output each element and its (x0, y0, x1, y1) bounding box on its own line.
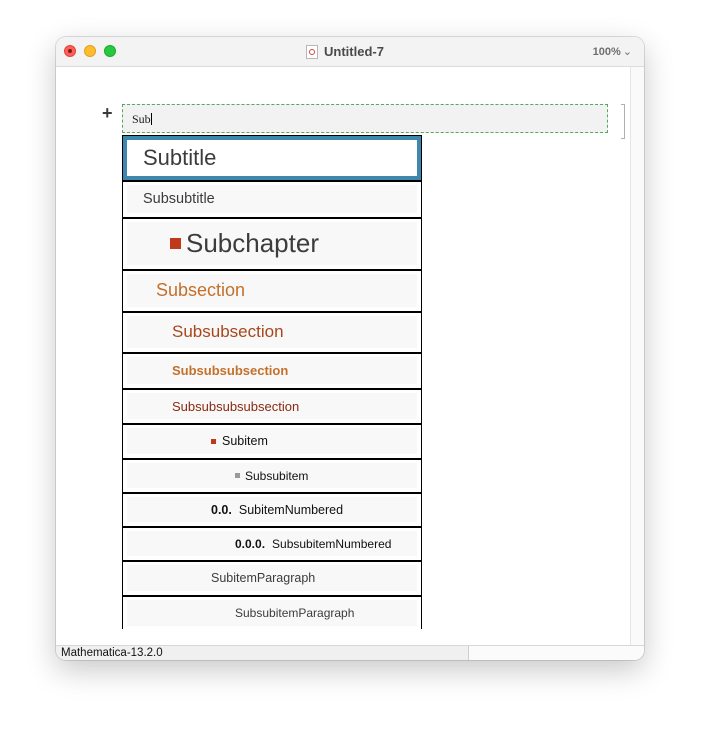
minimize-window-button[interactable] (84, 45, 96, 57)
style-option-label: SubsubitemNumbered (272, 536, 392, 551)
style-option-subsubsection[interactable] (123, 313, 421, 354)
style-option-label: Subsection (156, 280, 246, 300)
style-option-subsubitem[interactable] (123, 460, 421, 494)
style-option-label: Subchapter (186, 228, 319, 258)
chevron-down-icon: ⌄ (622, 46, 632, 58)
style-option-subsubitemparagraph[interactable] (123, 597, 421, 630)
cell-bracket[interactable] (621, 104, 625, 139)
style-autocomplete-list (122, 135, 422, 629)
style-option-subsubitemnumbered[interactable] (123, 528, 421, 562)
style-option-label: Subitem (222, 434, 268, 448)
vertical-scrollbar[interactable] (630, 67, 644, 645)
style-option-subsection[interactable] (123, 271, 421, 313)
style-option-subitem[interactable] (123, 425, 421, 460)
title-bar[interactable] (56, 37, 644, 67)
style-name-input[interactable] (122, 104, 608, 133)
window-title: Untitled-7 (324, 44, 384, 59)
zoom-level: 100% (592, 46, 621, 58)
zoom-menu[interactable] (593, 45, 632, 58)
style-option-label: Subsubitem (245, 468, 309, 483)
style-option-subitemparagraph[interactable] (123, 562, 421, 597)
text-cursor (151, 113, 152, 125)
style-option-subitemnumbered[interactable] (123, 494, 421, 528)
style-option-label: Subsubtitle (143, 191, 215, 207)
style-name-input-text: Sub (132, 112, 151, 126)
item-number: 0.0.0. (235, 536, 266, 551)
style-option-label: SubsubitemParagraph (235, 606, 355, 620)
notebook-document-icon (306, 45, 318, 59)
window-title-group (306, 43, 384, 60)
style-option-label: Subtitle (143, 145, 217, 170)
status-text: Mathematica-13.2.0 (61, 647, 163, 659)
item-number: 0.0. (211, 502, 232, 517)
red-square-bullet-icon (211, 439, 216, 444)
style-option-label: Subsubsection (172, 322, 284, 341)
style-option-subtitle[interactable] (123, 136, 421, 182)
notebook-content[interactable] (56, 67, 630, 645)
style-option-label: Subsubsubsubsection (172, 398, 300, 414)
style-option-label: Subsubsubsection (172, 363, 289, 378)
insert-cell-plus-icon[interactable]: + (102, 103, 113, 123)
style-option-subsubsubsection[interactable] (123, 354, 421, 390)
horizontal-scroll-area[interactable] (469, 646, 644, 660)
style-option-subsubtitle[interactable] (123, 182, 421, 219)
style-option-subchapter[interactable] (123, 219, 421, 271)
style-option-subsubsubsubsection[interactable] (123, 390, 421, 425)
status-bar (56, 645, 644, 660)
notebook-window (56, 37, 644, 660)
gray-square-bullet-icon (235, 473, 240, 478)
style-option-label: SubitemParagraph (211, 571, 316, 585)
red-square-bullet-icon (170, 238, 181, 249)
style-option-label: SubitemNumbered (238, 502, 344, 517)
maximize-window-button[interactable] (104, 45, 116, 57)
close-window-button[interactable] (64, 45, 76, 57)
